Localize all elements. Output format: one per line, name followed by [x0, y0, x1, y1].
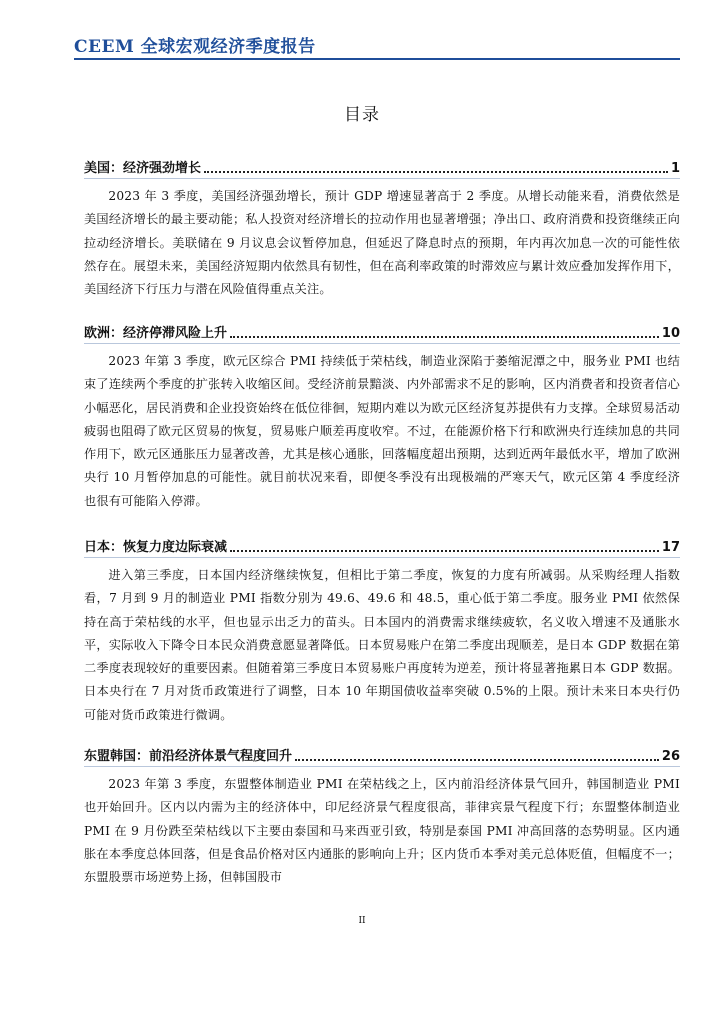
- toc-entry-page: 17: [661, 540, 680, 555]
- toc-entry-page: 26: [661, 749, 680, 764]
- toc-section-asean-korea: [84, 746, 680, 889]
- toc-entry-heading: 日本：恢复力度边际衰减: [84, 540, 228, 555]
- toc-leader-dots: [204, 171, 668, 173]
- toc-title: 目录: [344, 105, 380, 125]
- toc-section-japan: [84, 537, 680, 727]
- report-title: CEEM 全球宏观经济季度报告: [74, 37, 316, 57]
- toc-leader-dots: [230, 336, 659, 338]
- toc-entry-page: 10: [661, 326, 680, 341]
- toc-section-europe: [84, 323, 680, 513]
- section-summary: 进入第三季度，日本国内经济继续恢复，但相比于第二季度，恢复的力度有所减弱。从采购经理人指数看，7 月到 9 月的制造业 PMI 指数分别为 49.6、49.6 和 48.5，重心低于第二季度。服务业 PMI 依然保持在高于荣枯线的水平，但也显示出乏力的苗头。日本国内的消费需求继续疲软，名义收入增速不及通胀水平，实际收入下降令日本民众消费意愿显著降低。日本贸易账户在第二季度出现顺差，是日本 GDP 数据在第二季度表现较好的重要因素。但随着第三季度日本贸易账户再度转为逆差，预计将显著拖累日本 GDP 数据。日本央行在 7 月对货币政策进行了调整，日本 10 年期国债收益率突破 0.5%的上限。预计未来日本央行仍可能对货币政策进行微调。: [84, 568, 680, 722]
- toc-section-us: [84, 158, 680, 301]
- toc-entry-europe[interactable]: [84, 323, 680, 344]
- page-number: II: [358, 916, 366, 926]
- toc-leader-dots: [230, 550, 659, 552]
- toc-entry-page: 1: [670, 161, 680, 176]
- section-summary: 2023 年第 3 季度，欧元区综合 PMI 持续低于荣枯线，制造业深陷于萎缩泥潭之中，服务业 PMI 也结束了连续两个季度的扩张转入收缩区间。受经济前景黯淡、内外部需求不足的影响，区内消费者和投资者信心小幅恶化，居民消费和企业投资始终在低位徘徊，短期内难以为欧元区经济复苏提供有力支撑。全球贸易活动疲弱也阻碍了欧元区贸易的恢复，贸易账户顺差再度收窄。不过，在能源价格下行和欧洲央行连续加息的共同作用下，欧元区通胀压力显著改善，尤其是核心通胀，回落幅度超出预期，达到近两年最低水平，增加了欧洲央行 10 月暂停加息的可能性。就目前状况来看，即便冬季没有出现极端的严寒天气，欧元区第 4 季度经济也很有可能陷入停滞。: [84, 354, 680, 508]
- toc-entry-heading: 欧洲：经济停滞风险上升: [84, 326, 228, 341]
- toc-entry-heading: 美国：经济强劲增长: [84, 161, 202, 176]
- report-header: [74, 30, 680, 60]
- section-summary: 2023 年 3 季度，美国经济强劲增长，预计 GDP 增速显著高于 2 季度。从增长动能来看，消费依然是美国经济增长的最主要动能；私人投资对经济增长的拉动作用也显著增强；净出口、政府消费和投资继续正向拉动经济增长。美联储在 9 月议息会议暂停加息，但延迟了降息时点的预期，年内再次加息一次的可能性依然存在。展望未来，美国经济短期内依然具有韧性，但在高利率政策的时滞效应与累计效应叠加发挥作用下，美国经济下行压力与潜在风险值得重点关注。: [84, 189, 680, 297]
- toc-entry-japan[interactable]: [84, 537, 680, 558]
- section-summary: 2023 年第 3 季度，东盟整体制造业 PMI 在荣枯线之上，区内前沿经济体景气回升，韩国制造业 PMI 也开始回升。区内以内需为主的经济体中，印尼经济景气程度很高，菲律宾景气程度下行；东盟整体制造业 PMI 在 9 月份跌至荣枯线以下主要由泰国和马来西亚引致，特别是泰国 PMI 冲高回落的态势明显。区内通胀在本季度总体回落，但是食品价格对区内通胀的影响向上升；区内货币本季对美元总体贬值，但幅度不一；东盟股票市场逆势上扬，但韩国股市: [84, 777, 680, 885]
- toc-entry-heading: 东盟韩国：前沿经济体景气程度回升: [84, 749, 293, 764]
- toc-entry-asean-korea[interactable]: [84, 746, 680, 767]
- toc-leader-dots: [295, 759, 659, 761]
- toc-entry-us[interactable]: [84, 158, 680, 179]
